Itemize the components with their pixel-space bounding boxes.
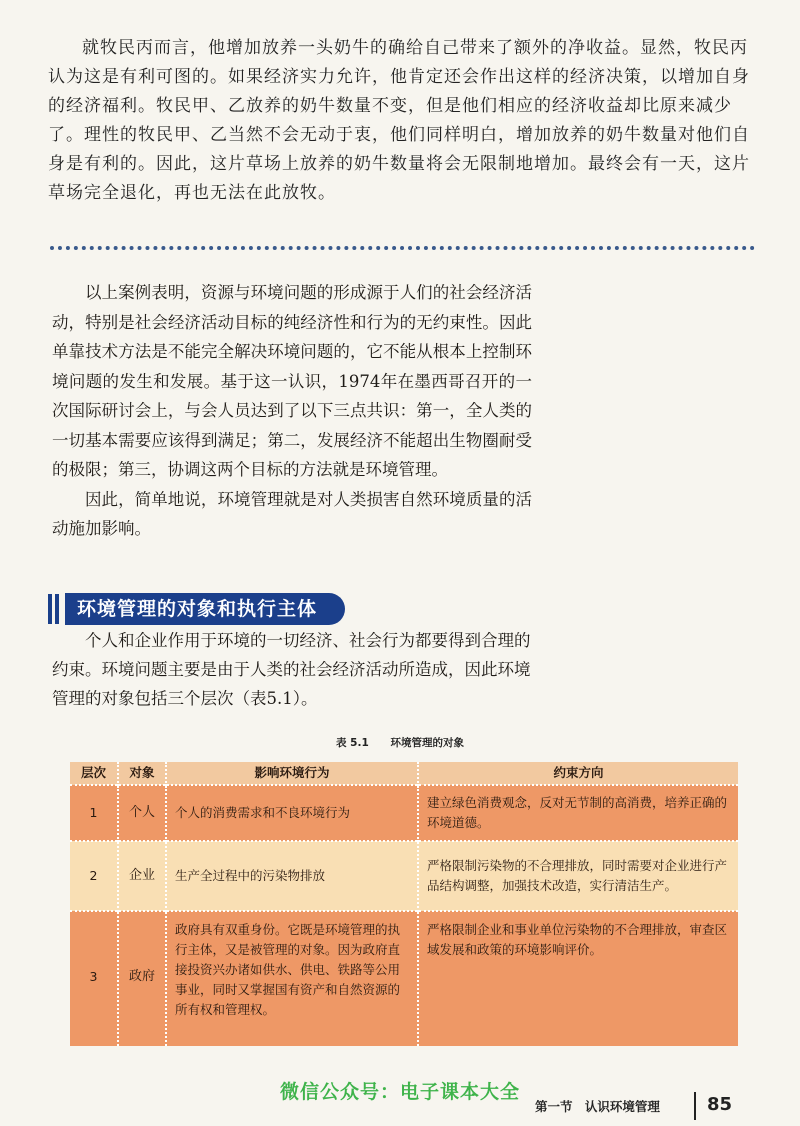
section-paragraph: 个人和企业作用于环境的一切经济、社会行为都要得到合理的约束。环境问题主要是由于人类的社会经济活动所造成，因此环境管理的对象包括三个层次（表5.1）。 <box>52 631 531 708</box>
cell-level: 2 <box>70 841 118 911</box>
section-heading <box>48 593 345 625</box>
table-row <box>70 841 738 911</box>
header-direction: 约束方向 <box>418 762 738 785</box>
footer-divider <box>694 1092 696 1120</box>
table-row <box>70 785 738 841</box>
cell-direction: 严格限制企业和事业单位污染物的不合理排放，审查区域发展和政策的环境影响评价。 <box>418 911 738 1046</box>
section-heading-title: 环境管理的对象和执行主体 <box>65 593 345 625</box>
main-text-column <box>52 278 532 544</box>
cell-behavior: 个人的消费需求和不良环境行为 <box>166 785 418 841</box>
case-study-text: 就牧民丙而言，他增加放养一头奶牛的确给自己带来了额外的净收益。显然，牧民丙认为这是有利可图的。如果经济实力允许，他肯定还会作出这样的经济决策，以增加自身的经济福利。牧民甲、乙放养的奶牛数量不变，但是他们相应的经济收益却比原来减少了。理性的牧民甲、乙当然不会无动于衷，他们同样明白，增加放养的奶牛数量对他们自身是有利的。因此，这片草场上放养的奶牛数量将会无限制地增加。最终会有一天，这片草场完全退化，再也无法在此放牧。 <box>48 38 750 203</box>
page-number: 85 <box>707 1094 733 1115</box>
cell-behavior: 生产全过程中的污染物排放 <box>166 841 418 911</box>
cell-behavior: 政府具有双重身份。它既是环境管理的执行主体，又是被管理的对象。因为政府直接投资兴办诸如供水、供电、铁路等公用事业，同时又掌握国有资产和自然资源的所有权和管理权。 <box>166 911 418 1046</box>
dotted-divider <box>50 246 755 250</box>
table-row <box>70 911 738 1046</box>
header-behavior: 影响环境行为 <box>166 762 418 785</box>
paragraph-2: 因此，简单地说，环境管理就是对人类损害自然环境质量的活动施加影响。 <box>52 489 532 538</box>
header-level: 层次 <box>70 762 118 785</box>
cell-object: 个人 <box>118 785 166 841</box>
cell-object: 政府 <box>118 911 166 1046</box>
table-caption <box>0 735 800 750</box>
cell-direction: 严格限制污染物的不合理排放，同时需要对企业进行产品结构调整，加强技术改造，实行清洁生产。 <box>418 841 738 911</box>
cell-object: 企业 <box>118 841 166 911</box>
footer-section-label: 第一节 认识环境管理 <box>535 1099 660 1114</box>
cell-direction: 建立绿色消费观念，反对无节制的高消费，培养正确的环境道德。 <box>418 785 738 841</box>
environment-management-objects-table <box>70 762 738 1046</box>
table-caption-number: 表 5.1 <box>336 737 369 749</box>
heading-bars-icon <box>48 594 59 624</box>
table-header-row <box>70 762 738 785</box>
paragraph-1: 以上案例表明，资源与环境问题的形成源于人们的社会经济活动，特别是社会经济活动目标的纯经济性和行为的无约束性。因此单靠技术方法是不能完全解决环境问题的，它不能从根本上控制环境问题的发生和发展。基于这一认识，1974年在墨西哥召开的一次国际研讨会上，与会人员达到了以下三点共识：第一，全人类的一切基本需要应该得到满足；第二，发展经济不能超出生物圈耐受的极限；第三，协调这两个目标的方法就是环境管理。 <box>52 283 532 479</box>
table-caption-title: 环境管理的对象 <box>390 737 464 749</box>
cell-level: 1 <box>70 785 118 841</box>
header-object: 对象 <box>118 762 166 785</box>
watermark: 微信公众号：电子课本大全 <box>280 1081 521 1103</box>
cell-level: 3 <box>70 911 118 1046</box>
section-body <box>52 626 532 713</box>
